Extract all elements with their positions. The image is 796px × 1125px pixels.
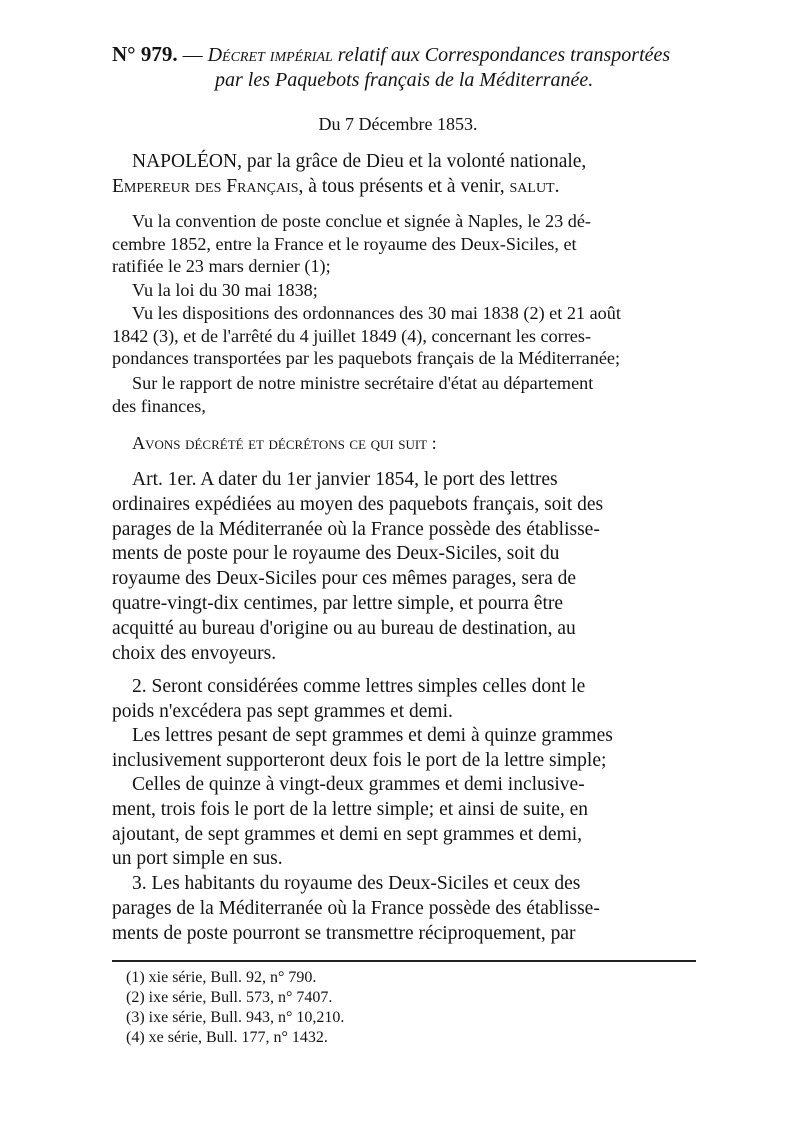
avons-decrete: Avons décrété et décrétons ce qui suit :	[132, 433, 437, 453]
article-1	[112, 468, 696, 666]
footnote-3: (3) ixe série, Bull. 943, n° 10,210.	[126, 1009, 345, 1026]
considerant-3	[112, 302, 696, 370]
preamble	[112, 150, 696, 200]
text-line: ajoutant, de sept grammes et demi en sept grammes et demi,	[112, 823, 583, 845]
text-line: Art. 1er. A dater du 1er janvier 1854, le port des lettres	[132, 469, 558, 490]
text-line: ments de poste pourront se transmettre réciproquement, par	[112, 922, 576, 944]
article-2-paragraph-b	[112, 724, 696, 774]
text-line: 1842 (3), et de l'arrêté du 4 juillet 1849 (4), concernant les corres-	[112, 325, 592, 346]
preamble-line2-rest: , à tous présents et à venir,	[298, 175, 505, 197]
text-line: Vu les dispositions des ordonnances des 30 mai 1838 (2) et 21 août	[132, 303, 621, 323]
text-line: Celles de quinze à vingt-deux grammes et demi inclusive-	[132, 774, 585, 795]
article-2-paragraph-c	[112, 773, 696, 872]
text-line: ordinaires expédiées au moyen des paquebots français, soit des	[112, 493, 604, 515]
decree-label: Décret impérial	[207, 44, 333, 66]
considerant-4	[112, 372, 696, 417]
text-line: des finances,	[112, 395, 206, 416]
text-line: 3. Les habitants du royaume des Deux-Siciles et ceux des	[132, 873, 581, 894]
text-line: royaume des Deux-Siciles pour ces mêmes parages, sera de	[112, 568, 577, 590]
footnote-4: (4) xe série, Bull. 177, n° 1432.	[126, 1029, 328, 1046]
decree-date: Du 7 Décembre 1853.	[318, 114, 478, 134]
text-line: quatre-vingt-dix centimes, par lettre simple, et pourra être	[112, 592, 564, 614]
text-line: acquitté au bureau d'origine ou au bureau de destination, au	[112, 617, 576, 639]
text-line: 2. Seront considérées comme lettres simples celles dont le	[132, 676, 586, 697]
text-line: pondances transportées par les paquebots français de la Méditerranée;	[112, 348, 621, 368]
decree-header	[112, 42, 712, 93]
preamble-line1: NAPOLÉON, par la grâce de Dieu et la volonté nationale,	[132, 151, 587, 172]
text-line: Les lettres pesant de sept grammes et demi à quinze grammes	[132, 725, 613, 746]
header-dash: —	[182, 44, 203, 66]
article-2	[112, 675, 696, 725]
text-line: un port simple en sus.	[112, 848, 283, 870]
text-line: ment, trois fois le port de la lettre simple; et ainsi de suite, en	[112, 798, 589, 820]
considerant-2	[112, 279, 696, 302]
footnote-2: (2) ixe série, Bull. 573, n° 7407.	[126, 989, 333, 1006]
preamble-line2	[112, 175, 696, 200]
considerant-1	[112, 210, 696, 278]
text-line: Sur le rapport de notre ministre secrétaire d'état au département	[132, 373, 594, 393]
text-line: Vu la convention de poste conclue et signée à Naples, le 23 dé-	[132, 211, 591, 231]
article-3	[112, 872, 696, 946]
text-line: ments de poste pour le royaume des Deux-Siciles, soit du	[112, 543, 560, 565]
footnote-separator	[112, 960, 696, 962]
text-line: Vu la loi du 30 mai 1838;	[132, 280, 318, 300]
text-line: ratifiée le 23 mars dernier (1);	[112, 256, 331, 276]
text-line: cembre 1852, entre la France et le royaume des Deux-Siciles, et	[112, 233, 577, 254]
emperor-title: Empereur des Français	[112, 175, 299, 197]
footnotes	[126, 968, 344, 1048]
salut: salut.	[509, 175, 560, 197]
text-line: parages de la Méditerranée où la France possède des établisse-	[112, 518, 600, 540]
decree-title-line2: par les Paquebots français de la Méditerranée.	[215, 69, 594, 91]
decree-title-line1: relatif aux Correspondances transportées	[337, 44, 671, 66]
text-line: parages de la Méditerranée où la France possède des établisse-	[112, 897, 600, 919]
text-line: choix des envoyeurs.	[112, 642, 277, 664]
text-line: poids n'excédera pas sept grammes et demi.	[112, 700, 453, 722]
footnote-1: (1) xie série, Bull. 92, n° 790.	[126, 969, 317, 986]
text-line: inclusivement supporteront deux fois le port de la lettre simple;	[112, 749, 607, 771]
decree-number: N° 979.	[112, 42, 178, 66]
